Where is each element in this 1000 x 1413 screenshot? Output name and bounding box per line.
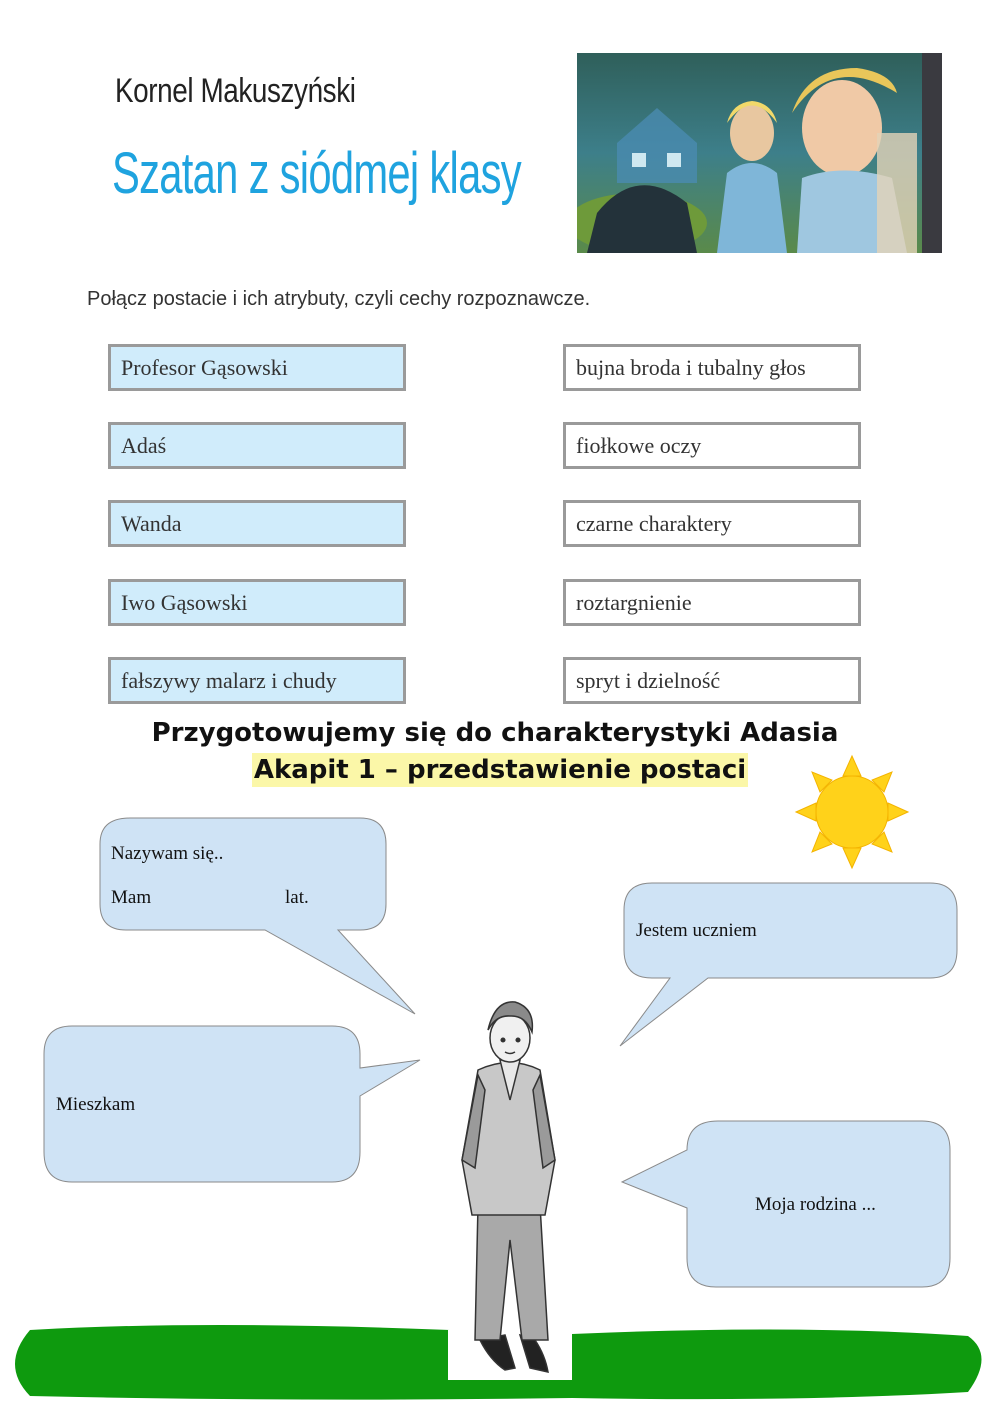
character-box[interactable]: fałszywy malarz i chudy <box>108 657 406 704</box>
bubble-school-text: Jestem uczniem <box>636 920 757 941</box>
instruction-text: Połącz postacie i ich atrybuty, czyli cechy rozpoznawcze. <box>87 288 591 310</box>
adas-figure <box>448 1002 572 1380</box>
bubble-age-prefix: Mam <box>111 887 152 908</box>
book-title: Szatan z siódmej klasy <box>112 141 521 206</box>
sun-icon <box>796 756 908 868</box>
bubble-age-suffix: lat. <box>285 887 309 908</box>
bubble-home-text: Mieszkam <box>56 1094 136 1115</box>
attribute-box[interactable]: fiołkowe oczy <box>563 422 861 469</box>
attribute-box[interactable]: spryt i dzielność <box>563 657 861 704</box>
section-heading: Przygotowujemy się do charakterystyki Adasia <box>151 718 839 748</box>
character-box[interactable]: Iwo Gąsowski <box>108 579 406 626</box>
character-box[interactable]: Wanda <box>108 500 406 547</box>
attribute-box[interactable]: czarne charaktery <box>563 500 861 547</box>
bubble-name-text: Nazywam się.. <box>111 843 224 864</box>
bubble-family-text: Moja rodzina ... <box>755 1194 876 1215</box>
attribute-box[interactable]: roztargnienie <box>563 579 861 626</box>
character-box[interactable]: Profesor Gąsowski <box>108 344 406 391</box>
speech-bubble-school <box>620 883 957 1046</box>
section-subheading: Akapit 1 – przedstawienie postaci <box>253 755 747 785</box>
character-box[interactable]: Adaś <box>108 422 406 469</box>
attribute-box[interactable]: bujna broda i tubalny głos <box>563 344 861 391</box>
book-author: Kornel Makuszyński <box>115 72 356 110</box>
